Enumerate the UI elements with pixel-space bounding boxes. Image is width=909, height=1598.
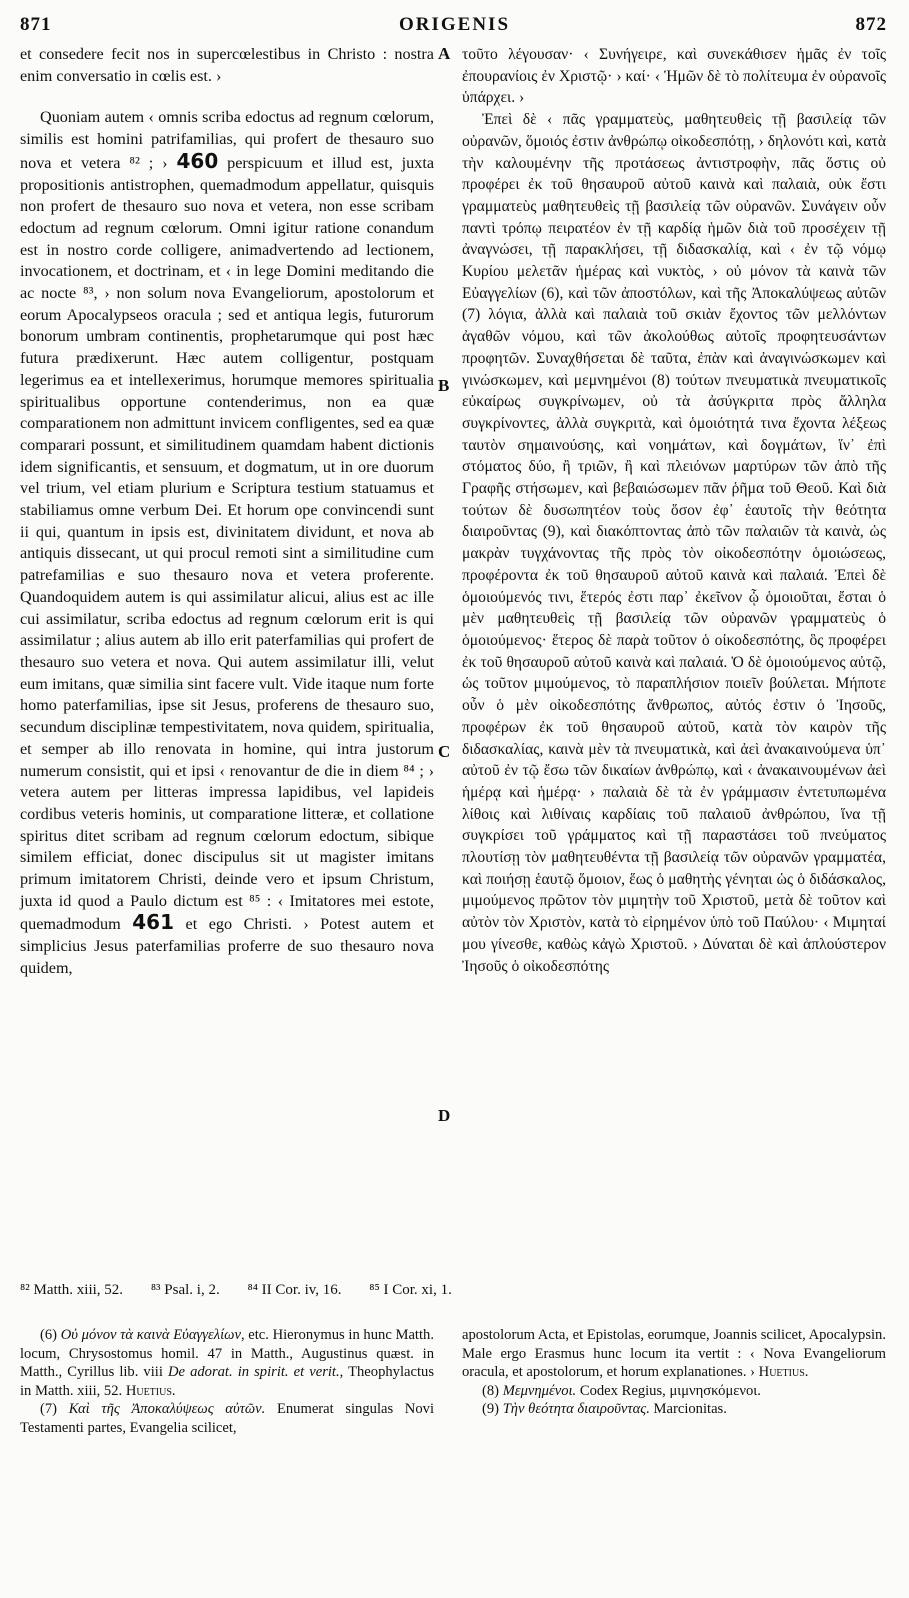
page-marker-461: 461 (132, 910, 174, 935)
margin-letter-c: C (438, 742, 451, 761)
greek-column (462, 44, 886, 977)
running-title: ORIGENIS (398, 14, 511, 35)
footnotes-left (20, 1326, 434, 1438)
latin-column (20, 44, 434, 980)
margin-letter-d: D (438, 1106, 451, 1125)
footnote-7-continued: apostolorum Acta, et Epistolas, eorumque, Joannis scilicet, Apocalypsin. Male ergo Erasmus hunc locum ita vertit : ‹ Nova Evangeliorum oracula, et apostolorum, et horum explanationes. › Huetius. (462, 1327, 886, 1381)
margin-letter-b: B (438, 376, 450, 395)
margin-letter-a: A (438, 44, 451, 63)
latin-text-b: perspicuum et illud est, juxta propositionis antistrophen, quemadmodum appellatur, quisquis non profert de thesauro suo nova et vetera, non esse scribam edoctum ad regnum cœlorum. Omni igitur ratione conandum est in nostro corde colligere, animadvertendo ad lectionem, invocationem, et doctrinam, et ‹ in lege Domini meditando die ac nocte ⁸³, › non solum nova Evangeliorum, apostolorum et eorum Apocalypseos oracula ; sed et antiqua legis, futurorum bonorum umbram continentis, prophetarumque qui post hæc futura prædixerunt. Hæc autem colligentur, postquam legerimus ea et intellexerimus, horumque memores spiritualia spiritualibus opportune contenderimus, non ea quæ comparationem non admittunt invicem confligentes, sed ea quæ comparari possunt, et similitudinem quamdam habent dictionis idem significantis, et sensuum, et dogmatum, ut in ore duorum vel trium, vel etiam plurium e Scriptura testium statuamus et stabiliamus omne verbum Dei. Et horum ope convincendi sunt ii qui, quantum in ipsis est, divinitatem dividunt, et nova ab antiquis dissecant, ut qui procul remoti sint a similitudine cum patrefamilias e suo thesauro nova et vetera proferente. Quandoquidem autem is qui assimilatur alicui, alius est ac ille cui assimilatur, scriba edoctus ad regnum cœlorum erit is qui assimilatur ; alius autem ab illo erit paterfamilias qui profert de thesauro suo vetera et nova. Qui autem assimilatur illi, velut eum imitans, quæ similia sint facere vult. Vide itaque num forte homo paterfamilias, ipse sit Jesus, proferens de thesauro suo, secundum disciplinæ tempestivitatem, nova quidem, spiritualia, et semper ab illo renovata in homine, qui intra justorum numerum consistit, qui et ipsi ‹ renovantur de die in diem ⁸⁴ ; › vetera autem per litteras impressa lapidibus, vel lapideis cordibus veteris hominis, ut comparatione litteræ, et collatione spiritus ditet scribam ad regnum cœlorum edoctum, sibique similem efficiat, donec discipulus sit ut magister imitans primum imitatorem Christi, deinde vero et ipsum Christum, juxta id quod a Paulo dictum est ⁸⁵ : ‹ Imitatores mei estote, quemadmodum (20, 153, 435, 934)
scripture-ref: ⁸⁴ II Cor. iv, 16. (247, 1282, 342, 1298)
footnote-6: (6) Οὐ μόνον τὰ καινὰ Εὐαγγελίων, etc. Hieronymus in hunc Matth. locum, Chrysostomus homil. 47 in Matth., Augustinus quæst. in Matth., Cyrillus lib. viii De adorat. in spirit. et verit., Theophylactus in Matth. xiii, 52. Huetius. (20, 1327, 435, 1399)
scripture-ref: ⁸³ Psal. i, 2. (150, 1282, 220, 1298)
footnote-7: (7) Καὶ τῆς Ἀποκαλύψεως αὐτῶν. Enumerat singulas Novi Testamenti partes, Evangelia scilicet, (20, 1401, 434, 1436)
scripture-ref: ⁸⁵ I Cor. xi, 1. (369, 1282, 452, 1298)
footnote-lemma: Τὴν θεότητα διαιροῦντας. (502, 1401, 650, 1418)
latin-text-a: Quoniam autem ‹ omnis scriba edoctus ad regnum cœlorum, similis est homini patrifamilias, qui profert de thesauro suo nova et vetera ⁸² ; › (20, 108, 434, 172)
footnotes-right (462, 1326, 886, 1419)
footnote-8: (8) Μεμνημένοι. Codex Regius, μιμνησκόμενοι. (482, 1382, 761, 1399)
latin-paragraph-2 (20, 107, 434, 979)
left-page-number: 871 (20, 14, 52, 35)
footnote-author: Huetius. (758, 1364, 809, 1381)
scripture-ref: ⁸² Matth. xiii, 52. (20, 1282, 124, 1298)
footnote-9: (9) Τὴν θεότητα διαιροῦντας. Marcionitas. (482, 1401, 727, 1418)
right-page-number: 872 (855, 14, 887, 35)
page-marker-460: 460 (176, 148, 219, 173)
footnote-lemma: Καὶ τῆς Ἀποκαλύψεως αὐτῶν. (68, 1401, 266, 1418)
latin-paragraph-1: et consedere fecit nos in supercœlestibus in Christo : nostra enim conversatio in cœlis est. › (20, 45, 434, 85)
greek-paragraph-2: Ἐπεὶ δὲ ‹ πᾶς γραμματεὺς, μαθητευθεὶς τῇ βασιλείᾳ τῶν οὐρανῶν, ὅμοιός ἐστιν ἀνθρώπῳ οἰκοδεσπότῃ, › δηλονότι καὶ, κατὰ τὴν καλουμένην τῆς προτάσεως ἀντιστροφὴν, πᾶς ὅστις οὐ προφέρει ἐκ τοῦ θησαυροῦ αὐτοῦ καινὰ καὶ παλαιὰ, οὐκ ἔστι γραμματεὺς μαθητευθεὶς τῇ βασιλείᾳ τῶν οὐρανῶν. Συνάγειν οὖν παντὶ τρόπῳ πειρατέον ἐν τῇ καρδίᾳ ἡμῶν διὰ τοῦ προσέχειν τῇ ἀναγνώσει, τῇ παρακλήσει, τῇ διδασκαλίᾳ, καὶ ‹ ἐν τῷ νόμῳ Κυρίου μελετᾶν ἡμέρας καὶ νυκτὸς, › οὐ μόνον τὰ καινὰ τῶν Εὐαγγελίων (6), καὶ τῶν ἀποστόλων, καὶ τῆς Ἀποκαλύψεως αὐτῶν (7) λόγια, ἀλλὰ καὶ παλαιὰ τοῦ σκιὰν ἔχοντος τῶν μελλόντων ἀγαθῶν νόμου, καὶ τῶν ἀκολούθως αὐτοῖς προφητευσάντων προφητῶν. Συναχθήσεται δὲ ταῦτα, ἐπὰν καὶ ἀναγινώσκωμεν καὶ γινώσκωμεν, καὶ μεμνημένοι (8) τούτων πνευματικὰ πνευματικοῖς εὐκαίρως συγκρίνωμεν, οὐ τὰ ἀσύγκριτα πρὸς ἄλληλα συγκρίνοντες, ἀλλὰ συγκριτὰ, καὶ ὁμοιότητά τινα ἔχοντα λέξεως ταυτὸν σημαινούσης, καὶ νοημάτων, καὶ δογμάτων, ἵν᾽ ἐπὶ στόματος δύο, ἢ τριῶν, ἢ καὶ πλειόνων μαρτύρων τῶν ἀπὸ τῆς Γραφῆς στήσωμεν, καὶ βεβαιώσωμεν πᾶν ῥῆμα τοῦ Θεοῦ. Καὶ διὰ τούτων δὲ δυσωπητέον τοὺς ὅσον ἐφ᾽ ἑαυτοῖς τὴν θεότητα διαιροῦντας (9), καὶ διακόπτοντας ἀπὸ τῶν παλαιῶν τὰ καινὰ, ὡς μακρὰν τυγχάνοντας τῆς πρὸς τὸν οἰκοδεσπότην ὁμοιώσεως, προφέροντα ἐκ τοῦ θησαυροῦ αὐτοῦ καινὰ καὶ παλαιά. Ἐπεὶ δὲ ὁμοιούμενός τινι, ἕτερός ἐστι παρ᾽ ἐκεῖνον ᾧ ὁμοιοῦται, ἔσται ὁ μὲν μαθητευθεὶς τῇ βασιλείᾳ τῶν οὐρανῶν γραμματεὺς ὁ ὁμοιούμενος· ἕτερος δὲ παρὰ τοῦτον ὁ οἰκοδεσπότης, ὃς προφέρει ἐκ τοῦ θησαυροῦ αὐτοῦ καινὰ καὶ παλαιά. Ὁ δὲ ὁμοιούμενος αὐτῷ, ὡς τοῦτον μιμούμενος, τὸ παραπλήσιον ποιεῖν βούλεται. Μήποτε οὖν ὁ μὲν οἰκοδεσπότης ἄνθρωπος, αὐτός ἐστιν ὁ Ἰησοῦς, προφέρων ἐκ τοῦ θησαυροῦ αὐτοῦ, κατὰ τὸν καιρὸν τῆς διδασκαλίας, καινὰ μὲν τὰ πνευματικὰ, καὶ ἀεὶ ἀνακαινούμενα ὑπ᾽ αὐτοῦ ἐν τῷ ἔσω τῶν δικαίων ἀνθρώπῳ, καὶ ‹ ἀνακαινουμένων ἀεὶ ἡμέρᾳ καὶ ἡμέρᾳ· › παλαιὰ δὲ τὰ ἐν γράμμασιν ἐντετυπωμένα λίθοις καὶ λιθίναις καρδίαις τοῦ παλαιοῦ ἀνθρώπου, ἵνα τῇ συγκρίσει τοῦ γράμματος καὶ τῇ παραστάσει τοῦ πνεύματος πλουτίσῃ τὸν μαθητευθέντα τῇ βασιλείᾳ τῶν οὐρανῶν γραμματέα, καὶ ποιήσῃ ἑαυτῷ ὅμοιον, ἕως ὁ μαθητὴς γένηται ὡς ὁ διδάσκαλος, μιμούμενος πρῶτον τὸν μιμητὴν τοῦ Χριστοῦ, μετὰ δὲ τοῦτον καὶ αὐτὸν τὸν Χριστὸν, κατὰ τὸ εἰρημένον ὑπὸ τοῦ Παύλου· ‹ Μιμηταί μου γίνεσθε, καθὼς κἀγὼ Χριστοῦ. › Δύναται δὲ καὶ ἁπλούστερον Ἰησοῦς ὁ οἰκοδεσπότης (462, 111, 886, 975)
footnote-lemma: Οὐ μόνον τὰ καινὰ Εὐαγγελίων (60, 1327, 241, 1343)
latin-text-c: et ego Christi. › Potest autem et simplicius Jesus paterfamilias proferre de suo thesauro nova quidem, (20, 915, 435, 977)
greek-paragraph-1: τοῦτο λέγουσαν· ‹ Συνήγειρε, καὶ συνεκάθισεν ἡμᾶς ἐν τοῖς ἐπουρανίοις ἐν Χριστῷ· › καί· ‹ Ἡμῶν δὲ τὸ πολίτευμα ἐν οὐρανοῖς ὑπάρχει. › (462, 46, 886, 107)
scripture-references (20, 1282, 890, 1299)
footnote-author: Huetius. (125, 1382, 176, 1399)
footnote-lemma: Μεμνημένοι. (502, 1382, 577, 1399)
